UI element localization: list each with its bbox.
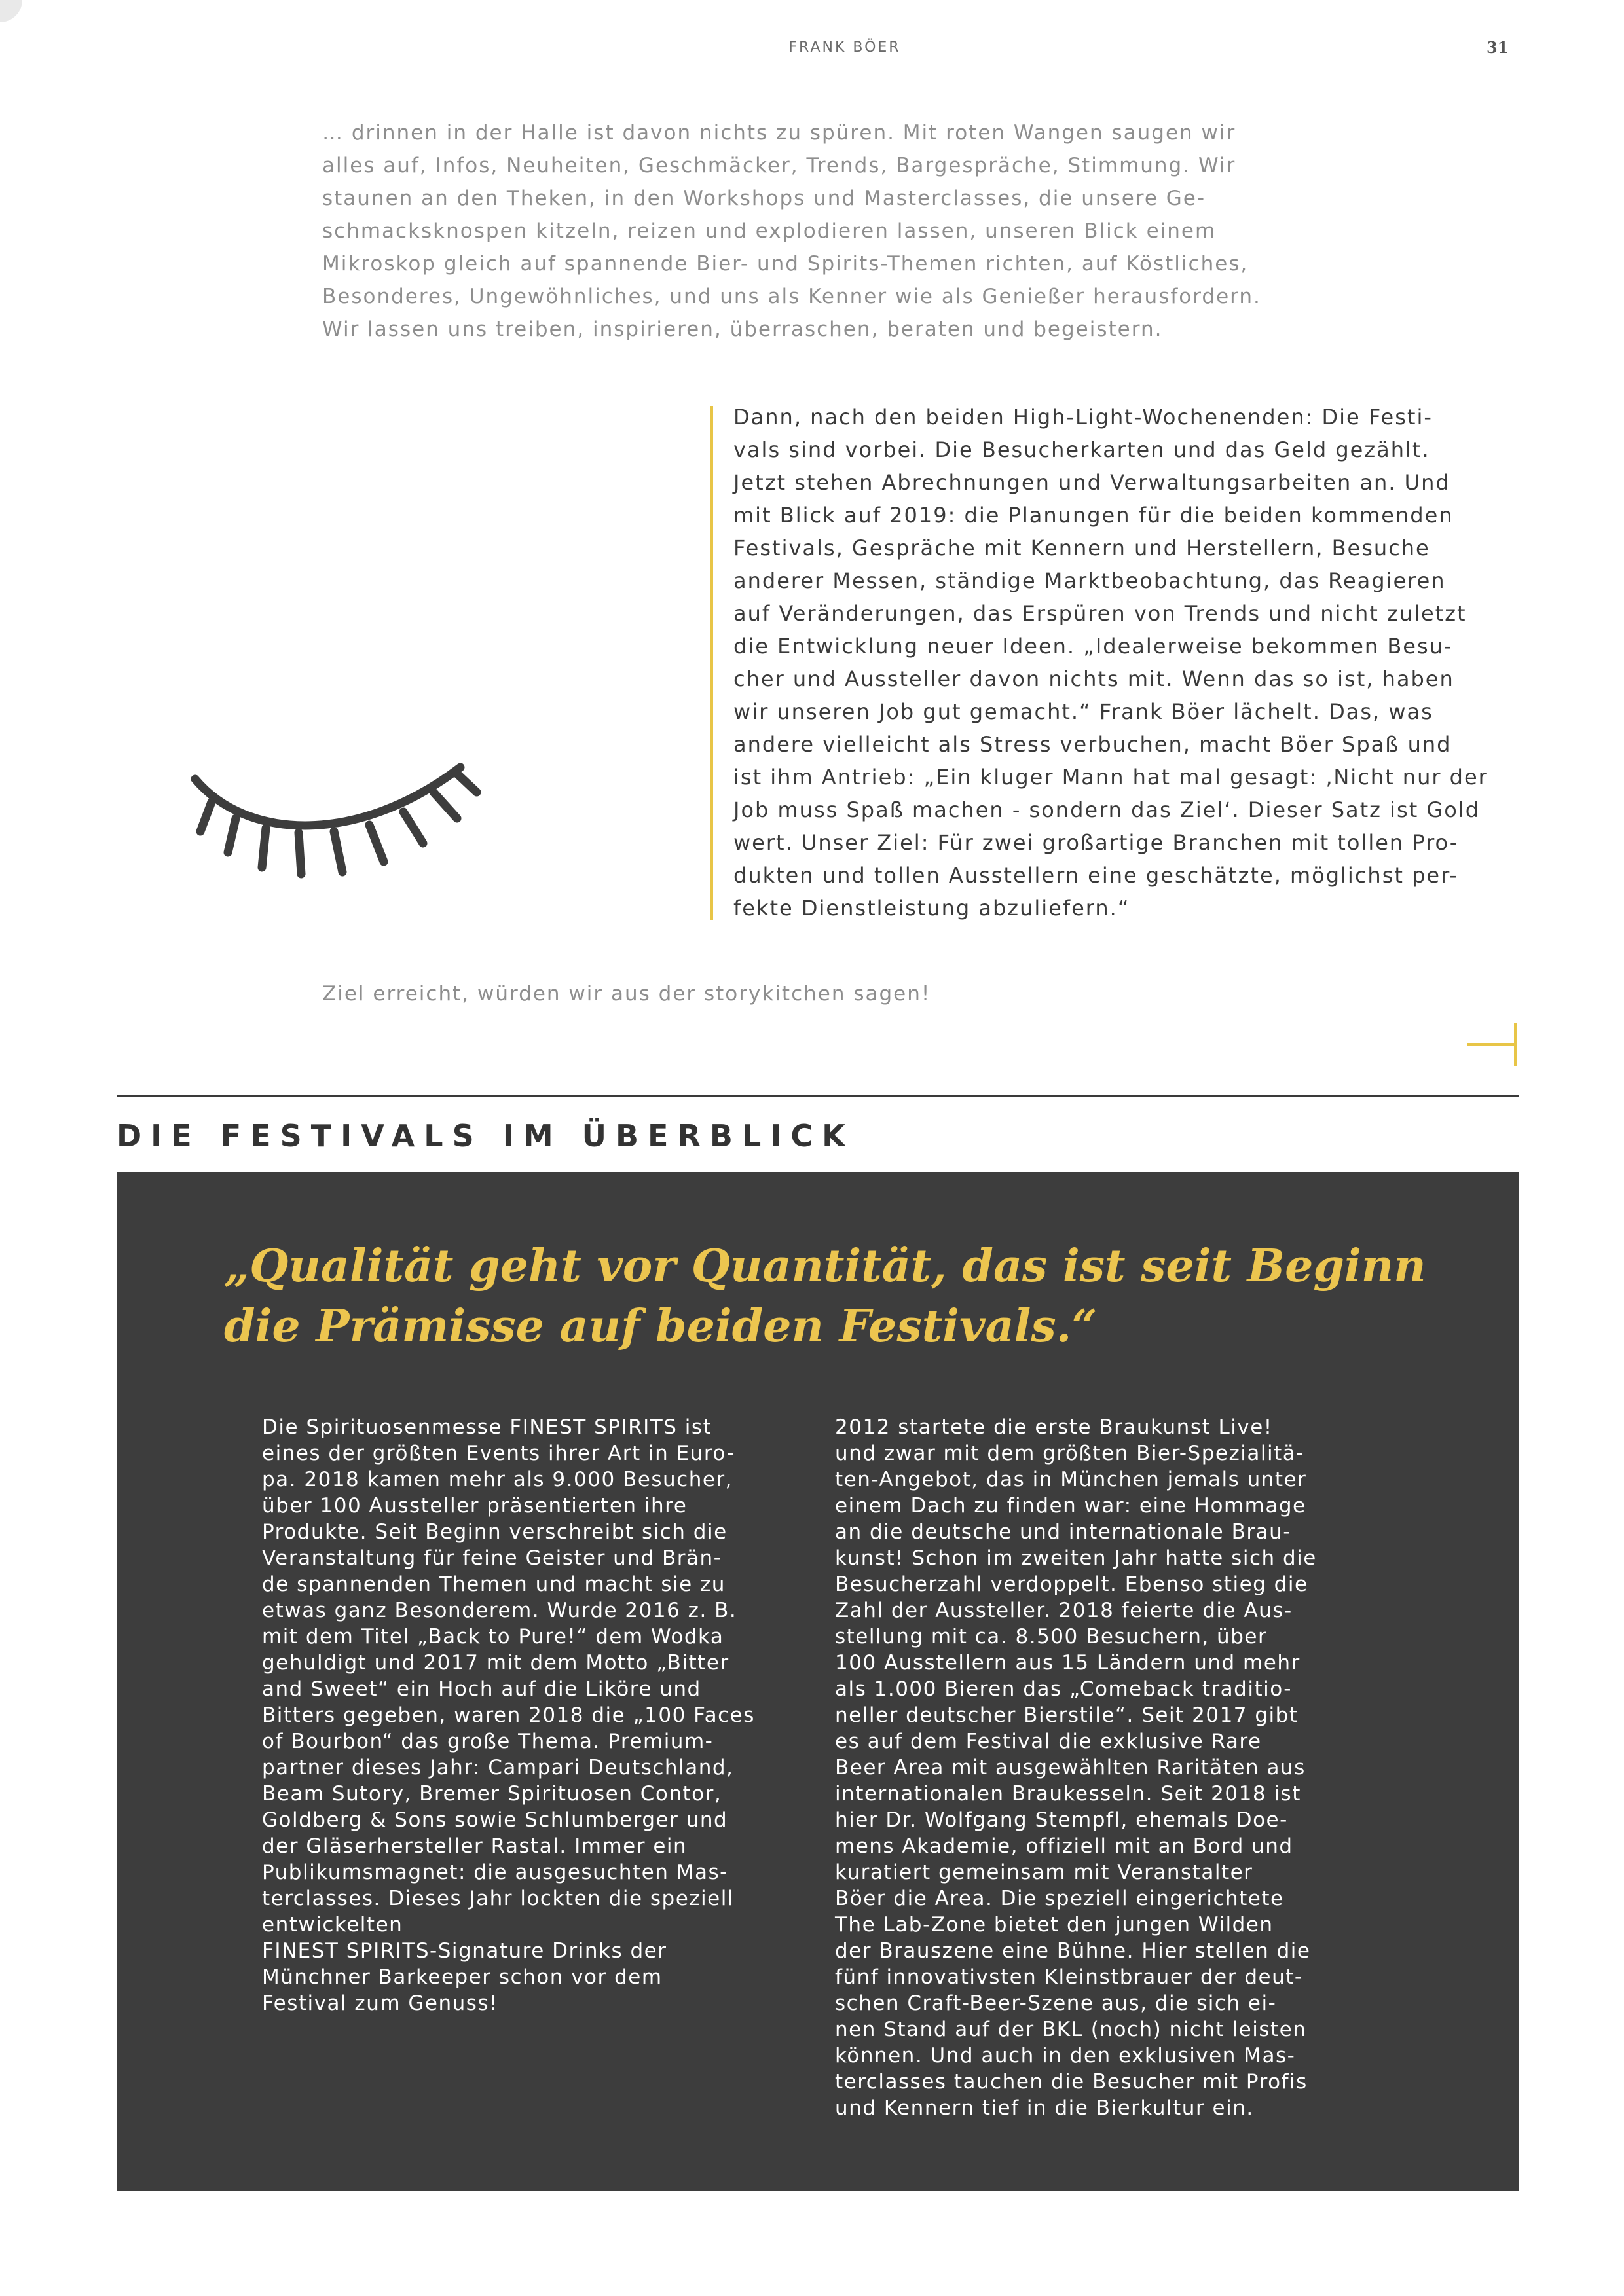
quote-line: fekte Dienstleistung abzuliefern.“ [733, 896, 1130, 920]
column-line: und zwar mit dem größten Bier-Spezialitä- [835, 1442, 1304, 1465]
quote-line: Festivals, Gespräche mit Kennern und Herstellern, Besuche [733, 536, 1430, 560]
quote-line: andere vielleicht als Stress verbuchen, macht Böer Spaß und [733, 732, 1452, 757]
column-line: hier Dr. Wolfgang Stempfl, ehemals Doe- [835, 1808, 1288, 1832]
column-line: Goldberg & Sons sowie Schlumberger und [262, 1808, 728, 1832]
column-line: der Brauszene eine Bühne. Hier stellen die [835, 1939, 1311, 1963]
column-line: Die Spirituosenmesse FINEST SPIRITS ist [262, 1415, 712, 1439]
column-line: terclasses. Dieses Jahr lockten die speziell [262, 1887, 734, 1910]
column-line: mens Akademie, offiziell mit an Bord und [835, 1834, 1293, 1858]
pull-quote-line: „Qualität geht vor Quantität, das ist seit Beginn [224, 1240, 1426, 1292]
closed-eye-icon [189, 746, 490, 897]
intro-line: Besonderes, Ungewöhnliches, und uns als Kenner wie als Genießer herausfordern. [322, 285, 1261, 308]
section-divider [117, 1095, 1519, 1097]
braukunst-live-column [835, 1414, 1385, 2121]
column-line: de spannenden Themen und macht sie zu [262, 1573, 726, 1596]
page-corner-mark [0, 0, 22, 22]
quote-line: wert. Unser Ziel: Für zwei großartige Branchen mit tollen Pro- [733, 830, 1459, 855]
quote-accent-bar [710, 406, 713, 920]
column-line: Bitters gegeben, waren 2018 die „100 Faces [262, 1704, 755, 1727]
column-line: The Lab-Zone bietet den jungen Wilden [835, 1913, 1274, 1937]
column-line: internationalen Braukesseln. Seit 2018 ist [835, 1782, 1301, 1806]
quote-line: wir unseren Job gut gemacht.“ Frank Böer lächelt. Das, was [733, 699, 1433, 724]
quote-line: cher und Aussteller davon nichts mit. Wenn das so ist, haben [733, 666, 1454, 691]
column-line: Beer Area mit ausgewählten Raritäten aus [835, 1756, 1306, 1779]
intro-line: schmacksknospen kitzeln, reizen und explodieren lassen, unseren Blick einem [322, 219, 1217, 243]
column-line: ten-Angebot, das in München jemals unter [835, 1468, 1307, 1491]
column-line: and Sweet“ ein Hoch auf die Liköre und [262, 1677, 701, 1701]
column-line: terclasses tauchen die Besucher mit Profis [835, 2070, 1308, 2094]
closing-line: Ziel erreicht, würden wir aus der storykitchen sagen! [322, 982, 931, 1006]
finest-spirits-column [262, 1414, 812, 2016]
quote-line: die Entwicklung neuer Ideen. „Idealerweise bekommen Besu- [733, 634, 1453, 659]
column-line: entwickelten [262, 1913, 403, 1937]
column-line: kunst! Schon im zweiten Jahr hatte sich die [835, 1546, 1317, 1570]
column-line: über 100 Aussteller präsentierten ihre [262, 1494, 688, 1518]
column-line: an die deutsche und internationale Brau- [835, 1520, 1291, 1544]
column-line: pa. 2018 kamen mehr als 9.000 Besucher, [262, 1468, 733, 1491]
column-line: der Gläserhersteller Rastal. Immer ein [262, 1834, 688, 1858]
section-title: DIE FESTIVALS IM ÜBERBLICK [117, 1118, 855, 1154]
quote-line: anderer Messen, ständige Marktbeobachtung, das Reagieren [733, 568, 1446, 593]
column-line: Veranstaltung für feine Geister und Brän- [262, 1546, 722, 1570]
page-number: 31 [1486, 38, 1509, 57]
quote-line: ist ihm Antrieb: „Ein kluger Mann hat mal gesagt: ‚Nicht nur der [733, 765, 1488, 790]
intro-line: alles auf, Infos, Neuheiten, Geschmäcker, Trends, Bargespräche, Stimmung. Wir [322, 154, 1236, 177]
quote-line: Dann, nach den beiden High-Light-Wochenenden: Die Festi- [733, 405, 1433, 429]
quote-paragraph [733, 401, 1519, 924]
column-line: Beam Sutory, Bremer Spirituosen Contor, [262, 1782, 722, 1806]
column-line: einem Dach zu finden war: eine Hommage [835, 1494, 1306, 1518]
column-line: gehuldigt und 2017 mit dem Motto „Bitter [262, 1651, 729, 1675]
quote-line: dukten und tollen Ausstellern eine geschätzte, möglichst per- [733, 863, 1458, 888]
quote-line: Job muss Spaß machen - sondern das Ziel‘. Dieser Satz ist Gold [733, 797, 1480, 822]
column-line: Festival zum Genuss! [262, 1992, 499, 2015]
intro-line: staunen an den Theken, in den Workshops und Masterclasses, die unsere Ge- [322, 187, 1206, 210]
column-line: nen Stand auf der BKL (noch) nicht leisten [835, 2018, 1307, 2041]
column-line: neller deutscher Bierstile“. Seit 2017 gibt [835, 1704, 1299, 1727]
column-line: Münchner Barkeeper schon vor dem [262, 1965, 663, 1989]
column-line: Besucherzahl verdoppelt. Ebenso stieg die [835, 1573, 1308, 1596]
end-of-article-mark [1467, 1021, 1519, 1067]
column-line: Publikumsmagnet: die ausgesuchten Mas- [262, 1861, 728, 1884]
quote-line: auf Veränderungen, das Erspüren von Trends und nicht zuletzt [733, 601, 1467, 626]
quote-line: Jetzt stehen Abrechnungen und Verwaltungsarbeiten an. Und [733, 470, 1450, 495]
intro-line: Wir lassen uns treiben, inspirieren, überraschen, beraten und begeistern. [322, 318, 1163, 341]
column-line: 2012 startete die erste Braukunst Live! [835, 1415, 1273, 1439]
column-line: FINEST SPIRITS-Signature Drinks der [262, 1939, 667, 1963]
pull-quote-line: die Prämisse auf beiden Festivals.“ [224, 1300, 1098, 1353]
intro-paragraph [322, 117, 1331, 346]
column-line: 100 Ausstellern aus 15 Ländern und mehr [835, 1651, 1301, 1675]
column-line: können. Und auch in den exklusiven Mas- [835, 2044, 1296, 2068]
column-line: partner dieses Jahr: Campari Deutschland, [262, 1756, 734, 1779]
column-line: und Kennern tief in die Bierkultur ein. [835, 2096, 1254, 2120]
column-line: Böer die Area. Die speziell eingerichtete [835, 1887, 1284, 1910]
column-line: stellung mit ca. 8.500 Besuchern, über [835, 1625, 1268, 1649]
column-line: Zahl der Aussteller. 2018 feierte die Aus- [835, 1599, 1293, 1622]
column-line: Produkte. Seit Beginn verschreibt sich die [262, 1520, 728, 1544]
column-line: schen Craft-Beer-Szene aus, die sich ei- [835, 1992, 1277, 2015]
column-line: eines der größten Events ihrer Art in Euro- [262, 1442, 735, 1465]
column-line: of Bourbon“ das große Thema. Premium- [262, 1730, 714, 1753]
column-line: mit dem Titel „Back to Pure!“ dem Wodka [262, 1625, 724, 1649]
column-line: kuratiert gemeinsam mit Veranstalter [835, 1861, 1253, 1884]
pull-quote [224, 1236, 1468, 1357]
column-line: etwas ganz Besonderem. Wurde 2016 z. B. [262, 1599, 737, 1622]
column-line: fünf innovativsten Kleinstbrauer der deut- [835, 1965, 1303, 1989]
quote-line: vals sind vorbei. Die Besucherkarten und das Geld gezählt. [733, 437, 1430, 462]
quote-line: mit Blick auf 2019: die Planungen für die beiden kommenden [733, 503, 1454, 528]
intro-line: … drinnen in der Halle ist davon nichts zu spüren. Mit roten Wangen saugen wir [322, 121, 1236, 145]
column-line: als 1.000 Bieren das „Comeback traditio- [835, 1677, 1292, 1701]
column-line: es auf dem Festival die exklusive Rare [835, 1730, 1262, 1753]
running-head: FRANK BÖER [788, 39, 901, 56]
intro-line: Mikroskop gleich auf spannende Bier- und Spirits-Themen richten, auf Köstliches, [322, 252, 1249, 276]
